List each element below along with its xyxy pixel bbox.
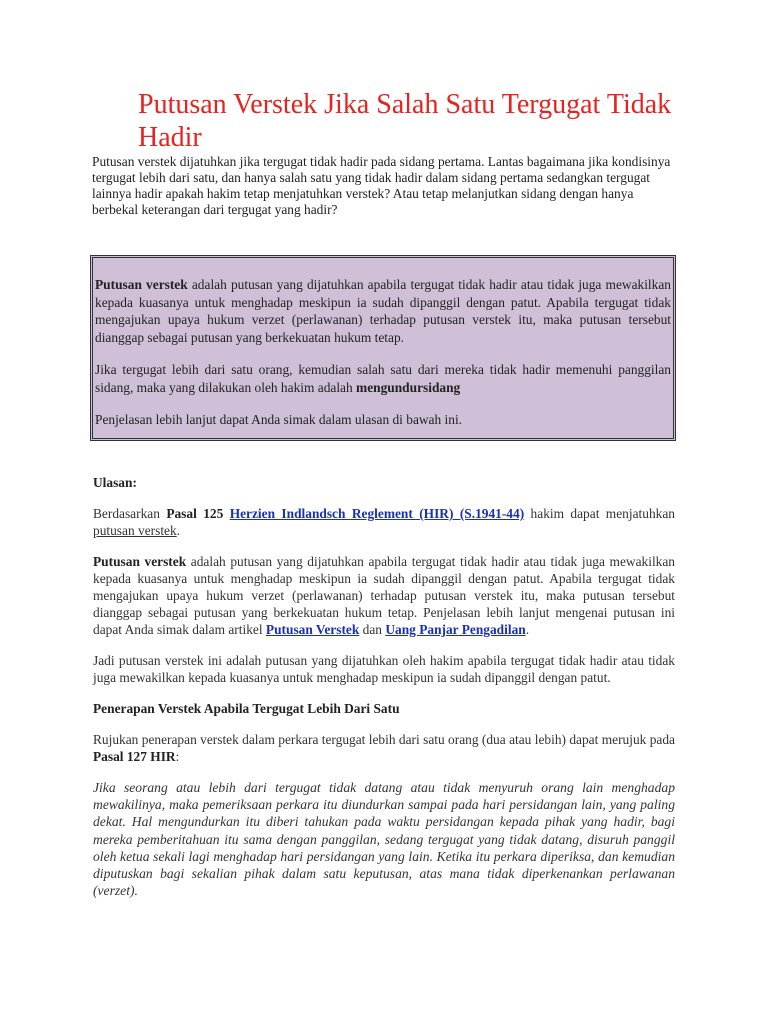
putusan-verstek-term: putusan verstek [93, 523, 177, 538]
penerapan-paragraph [93, 731, 675, 765]
summary-paragraph-definition [95, 276, 671, 346]
ulasan-paragraph-definition [93, 553, 675, 638]
definition-end: . [525, 622, 530, 637]
page-title: Putusan Verstek Jika Salah Satu Tergugat Tidak Hadir [138, 89, 672, 153]
summary-paragraph-multiple-defendants [95, 361, 671, 396]
penerapan-heading: Penerapan Verstek Apabila Tergugat Lebih Dari Satu [93, 701, 400, 716]
uang-panjar-link[interactable]: Uang Panjar Pengadilan [385, 622, 526, 637]
intro-paragraph: Putusan verstek dijatuhkan jika tergugat tidak hadir pada sidang pertama. Lantas bagaimana jika kondisinya tergugat lebih dari satu, dan hanya salah satu yang tidak hadir dalam sidang pertama sedangkan tergugat lainnya hadir apakah hakim tetap menjatuhkan verstek? Atau tetap melanjutkan sidang dengan hanya berbekal keterangan dari tergugat yang hadir? [92, 154, 671, 217]
ulasan-heading: Ulasan: [93, 475, 137, 490]
link-conjunction: dan [359, 622, 386, 637]
summary-paragraph-more: Penjelasan lebih lanjut dapat Anda simak dalam ulasan di bawah ini. [95, 412, 463, 427]
legal-basis-end: . [176, 523, 181, 538]
summary-multiple-text: Jika tergugat lebih dari satu orang, kemudian salah satu dari mereka tidak hadir memenuhi panggilan sidang, maka yang dilakukan oleh hakim adalah [95, 362, 671, 395]
hir-link[interactable]: Herzien Indlandsch Reglement (HIR) (S.1941-44) [229, 506, 525, 521]
penerapan-end: : [175, 749, 180, 764]
summary-term: Putusan verstek [95, 277, 188, 292]
pasal-127-quote: Jika seorang atau lebih dari tergugat tidak datang atau tidak menyuruh orang lain menghadap mewakilinya, maka pemeriksaan perkara itu diundurkan sampai pada hari persidangan lain, yang paling dekat. Hal mengundurkan itu diberi tahukan pada waktu persidangan kepada pihak yang hadir, bagi mereka pemberitahuan itu sama dengan panggilan, sedang tergugat yang tidak datang, disuruh panggil oleh ketua sekali lagi menghadap hari persidangan yang lain. Ketika itu perkara diperiksa, dan kemudian diputuskan bagi sekalian pihak dalam satu keputusan, atas mana tidak diperkenankan perlawanan (verzet). [93, 780, 675, 899]
pasal-125: Pasal 125 [166, 506, 224, 521]
ulasan-paragraph-conclusion: Jadi putusan verstek ini adalah putusan yang dijatuhkan oleh hakim apabila tergugat tidak hadir atau tidak juga mewakilkan kepada kuasanya untuk menghadap meskipun ia sudah dipanggil dengan patut. [93, 653, 675, 685]
legal-basis-text: hakim dapat menjatuhkan [524, 506, 675, 521]
definition-text: adalah putusan yang dijatuhkan apabila tergugat tidak hadir atau tidak juga mewakilkan kepada kuasanya untuk menghadap meskipun ia sudah dipanggil dengan patut. Apabila tergugat tidak mengajukan upaya hukum verzet (perlawanan) terhadap putusan verstek itu, maka putusan tersebut dianggap sebagai putusan yang berkekuatan hukum tetap. Penjelasan lebih lanjut mengenai putusan ini dapat Anda simak dalam artikel [93, 554, 675, 637]
pasal-127: Pasal 127 HIR [93, 749, 176, 764]
summary-conclusion: mengundursidang [356, 379, 461, 395]
putusan-verstek-link[interactable]: Putusan Verstek [265, 622, 360, 637]
article-body [93, 474, 675, 913]
definition-term: Putusan verstek [93, 554, 187, 569]
ulasan-paragraph-legal-basis [93, 505, 675, 539]
legal-basis-intro: Berdasarkan [93, 506, 167, 521]
summary-definition-text: adalah putusan yang dijatuhkan apabila tergugat tidak hadir atau tidak juga mewakilkan kepada kuasanya untuk menghadap meskipun ia sudah dipanggil dengan patut. Apabila tergugat tidak mengajukan upaya hukum verzet (perlawanan) terhadap putusan verstek itu, maka putusan tersebut dianggap sebagai putusan yang berkekuatan hukum tetap. [95, 277, 671, 345]
penerapan-text: Rujukan penerapan verstek dalam perkara tergugat lebih dari satu orang (dua atau lebih) dapat merujuk pada [93, 732, 675, 747]
summary-box [90, 255, 676, 441]
